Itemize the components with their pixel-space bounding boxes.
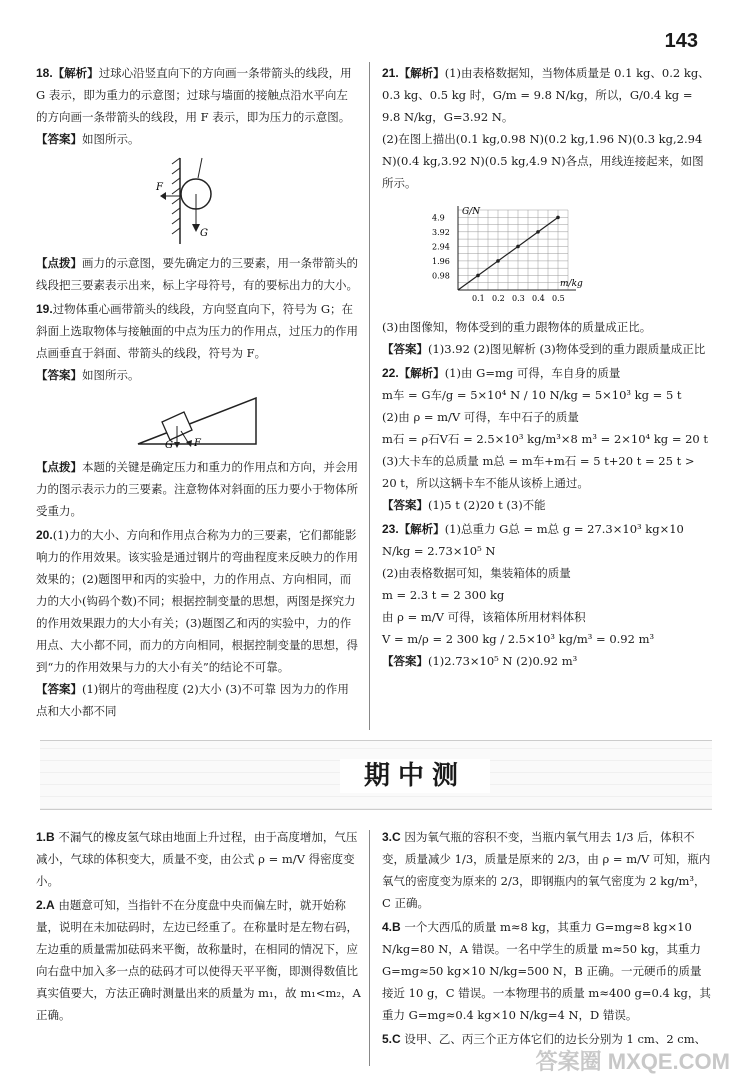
q20-text: (1)力的大小、方向和作用点合称为力的三要素，它们都能影响力的作用效果。该实验是通过钢片的弯曲程度来反映力的作用效果的；(2)题图甲和丙的实验中，力的作用点、方向相同，而力的大小(钩码个数)不同；根据控制变量的思想，两图是探究力的作用效果跟力的大小有关；(3)题图乙和丙的实验中，力的作用点、大小都不同，而力的方向相同，根据控制变量的思想，得到“力的作用效果与力的大小有关”的结论不可靠。: [36, 528, 358, 674]
q21: [382, 62, 712, 360]
data-point: [516, 245, 520, 249]
q23: [382, 518, 712, 672]
m3-number: 3.C: [382, 830, 401, 844]
column-divider-bottom: [369, 830, 370, 1066]
data-point: [476, 274, 480, 278]
q19-figure: [132, 392, 262, 450]
q21-answer-tag: 【答案】: [382, 342, 428, 356]
x-tick-label: 0.3: [512, 294, 525, 303]
y-tick-label: 4.9: [432, 213, 445, 223]
q19-text: 过物体重心画带箭头的线段，方向竖直向下，符号为 G；在斜面上选取物体与接触面的中点为压力的作用点，过压力的作用点画垂直于斜面、带箭头的线段，符号为 F。: [36, 302, 358, 360]
q19-tip-tag: 【点拨】: [36, 460, 82, 474]
q22-text5: (3)大卡车的总质量 m总 = m车+m石 = 5 t+20 t = 25 t > 20 t，所以这辆卡车不能从该桥上通过。: [382, 454, 695, 490]
q19-number: 19.: [36, 302, 53, 316]
q23-analysis-tag: 【解析】: [398, 522, 445, 536]
column-divider: [369, 62, 370, 730]
q20: [36, 524, 358, 722]
q23-text4: 由 ρ = m/V 可得，该箱体所用材料体积: [382, 610, 586, 624]
q18-number: 18.: [36, 66, 53, 80]
gravity-mass-chart: [422, 200, 592, 310]
section-banner: [40, 740, 712, 810]
q18-figure: [152, 156, 242, 246]
m1: [36, 826, 361, 892]
data-point: [556, 216, 560, 220]
m4-text: 一个大西瓜的质量 m≈8 kg，其重力 G=mg≈8 kg×10 N/kg=80 N，A 错误。一名中学生的质量 m≈50 kg，其重力 G=mg≈50 kg×10 N/kg=500 N，B 正确。一元硬币的质量接近 10 g，C 错误。一本物理书的质量 m≈400 g=0.4 kg，其重力 G=mg≈0.4 kg×10 N/kg=4 N，D 错误。: [382, 920, 711, 1022]
m2-text: 由题意可知，当指针不在分度盘中央而偏左时，就开始称量，说明在未加砝码时，左边已经重了。在称量时是左物右码，左边重的质量需加砝码来平衡，故称量时，在相同的情况下，应向右盘中加入多一点的砝码才可以使得天平平衡，即测得数值比真实值要大，方法正确时测量出来的质量为 m₁，故 m₁<m₂，A 正确。: [36, 898, 361, 1022]
ball-wall-diagram: [152, 156, 242, 246]
q22-answer-tag: 【答案】: [382, 498, 428, 512]
q23-answer-tag: 【答案】: [382, 654, 428, 668]
m5-number: 5.C: [382, 1032, 401, 1046]
q18-tip-tag: 【点拨】: [36, 256, 82, 270]
q23-text1: (1)总重力 G总 = m总 g = 27.3×10³ kg×10 N/kg = 2.73×10⁵ N: [382, 522, 684, 558]
data-point: [536, 230, 540, 234]
x-tick-label: 0.1: [472, 294, 485, 303]
m5-text: 设甲、乙、丙三个正方体它们的边长分别为 1 cm、2 cm、: [404, 1032, 707, 1046]
section-title: 期中测: [340, 759, 490, 793]
m1-number: 1.B: [36, 830, 55, 844]
q21-text2: 9.8 N/kg，G=3.92 N。: [382, 110, 514, 124]
q18: [36, 62, 358, 296]
y-tick-label: 1.96: [432, 256, 450, 266]
q22-text3: (2)由 ρ = m/V 可得，车中石子的质量: [382, 410, 579, 424]
q19-answer: 如图所示。: [82, 368, 140, 382]
q18-analysis-tag: 【解析】: [52, 66, 99, 80]
left-column: [36, 62, 358, 724]
y-tick-label: 0.98: [432, 271, 450, 281]
q23-number: 23.: [382, 522, 399, 536]
page-number: 143: [664, 30, 698, 52]
q21-text3: (2)在图上描出(0.1 kg,0.98 N)(0.2 kg,1.96 N)(0.3 kg,2.94 N)(0.4 kg,3.92 N)(0.5 kg,4.9 N)各点，用线连接起来，如图所示。: [382, 132, 704, 190]
midterm-left-column: [36, 826, 361, 1028]
q19-fig-label-G: G: [165, 440, 173, 450]
q21-number: 21.: [382, 66, 399, 80]
x-tick-label: 0.4: [532, 294, 545, 303]
q18-tip: 画力的示意图，要先确定力的三要素，用一条带箭头的线段把三要素表示出来，标上字母符号，有的要标出力的大小。: [36, 256, 358, 292]
data-point: [496, 259, 500, 263]
q18-fig-label-G: G: [200, 228, 208, 239]
q21-text1: (1)由表格数据知，当物体质量是 0.1 kg、0.2 kg、0.3 kg、0.5 kg 时，G/m = 9.8 N/kg，所以，G/0.4 kg =: [382, 66, 710, 102]
q19-answer-tag: 【答案】: [36, 368, 82, 382]
q22-number: 22.: [382, 366, 399, 380]
y-tick-label: 3.92: [432, 227, 450, 237]
midterm-right-column: [382, 826, 712, 1052]
q20-number: 20.: [36, 528, 53, 542]
q22-answer: (1)5 t (2)20 t (3)不能: [428, 498, 546, 512]
x-tick-label: 0.5: [552, 294, 565, 303]
m1-text: 不漏气的橡皮氢气球由地面上升过程，由于高度增加，气压减小，气球的体积变大，质量不变，由公式 ρ = m/V 得密度变小。: [36, 830, 358, 888]
m3-text: 因为氧气瓶的容积不变，当瓶内氧气用去 1/3 后，体积不变，质量减少 1/3，质量是原来的 2/3，由 ρ = m/V 可知，瓶内氧气的密度变为原来的 2/3，即钢瓶内的氧气密度为 2 kg/m³，C 正确。: [382, 830, 711, 910]
y-axis-label: G/N: [462, 207, 481, 217]
q22-text4: m石 = ρ石V石 = 2.5×10³ kg/m³×8 m³ = 2×10⁴ kg = 20 t: [382, 432, 709, 446]
q18-answer: 如图所示。: [82, 132, 140, 146]
q21-answer: (1)3.92 (2)图见解析 (3)物体受到的重力跟质量成正比: [428, 342, 706, 356]
y-tick-label: 2.94: [432, 242, 450, 252]
q22-text1: (1)由 G=mg 可得，车自身的质量: [444, 366, 621, 380]
q21-analysis-tag: 【解析】: [398, 66, 445, 80]
q18-text: 过球心沿竖直向下的方向画一条带箭头的线段，用 G 表示，即为重力的示意图；过球与墙面的接触点沿水平向左的方向画一条带箭头的线段，用 F 表示，即为压力的示意图。: [36, 66, 352, 124]
x-tick-label: 0.2: [492, 294, 505, 303]
q20-answer-tag: 【答案】: [36, 682, 82, 696]
q19: [36, 298, 358, 522]
m4: [382, 916, 712, 1026]
m4-number: 4.B: [382, 920, 401, 934]
q21-text4: (3)由图像知，物体受到的重力跟物体的质量成正比。: [382, 320, 652, 334]
q18-answer-tag: 【答案】: [36, 132, 82, 146]
m2: [36, 894, 361, 1026]
q22-analysis-tag: 【解析】: [398, 366, 445, 380]
x-axis-label: m/kg: [560, 279, 583, 289]
q22: [382, 362, 712, 516]
q19-fig-label-F: F: [194, 438, 201, 449]
incline-diagram: [132, 392, 262, 450]
q23-text5: V = m/ρ = 2 300 kg / 2.5×10³ kg/m³ = 0.92 m³: [382, 632, 655, 646]
q23-text2: (2)由表格数据可知，集装箱体的质量: [382, 566, 571, 580]
watermark-logo: 答案圈 MXQE.COM: [535, 1049, 730, 1074]
m2-number: 2.A: [36, 898, 55, 912]
q20-answer: (1)钢片的弯曲程度 (2)大小 (3)不可靠 因为力的作用点和大小都不同: [36, 682, 349, 718]
q18-fig-label-F: F: [156, 182, 163, 193]
m3: [382, 826, 712, 914]
q21-chart: [422, 200, 592, 310]
q23-text3: m = 2.3 t = 2 300 kg: [382, 588, 505, 602]
q23-answer: (1)2.73×10⁵ N (2)0.92 m³: [428, 654, 578, 668]
q22-text2: m车 = G车/g = 5×10⁴ N / 10 N/kg = 5×10³ kg = 5 t: [382, 388, 682, 402]
right-column: [382, 62, 712, 674]
q19-tip: 本题的关键是确定压力和重力的作用点和方向，并会用力的图示表示力的三要素。注意物体对斜面的压力要小于物体所受重力。: [36, 460, 358, 518]
